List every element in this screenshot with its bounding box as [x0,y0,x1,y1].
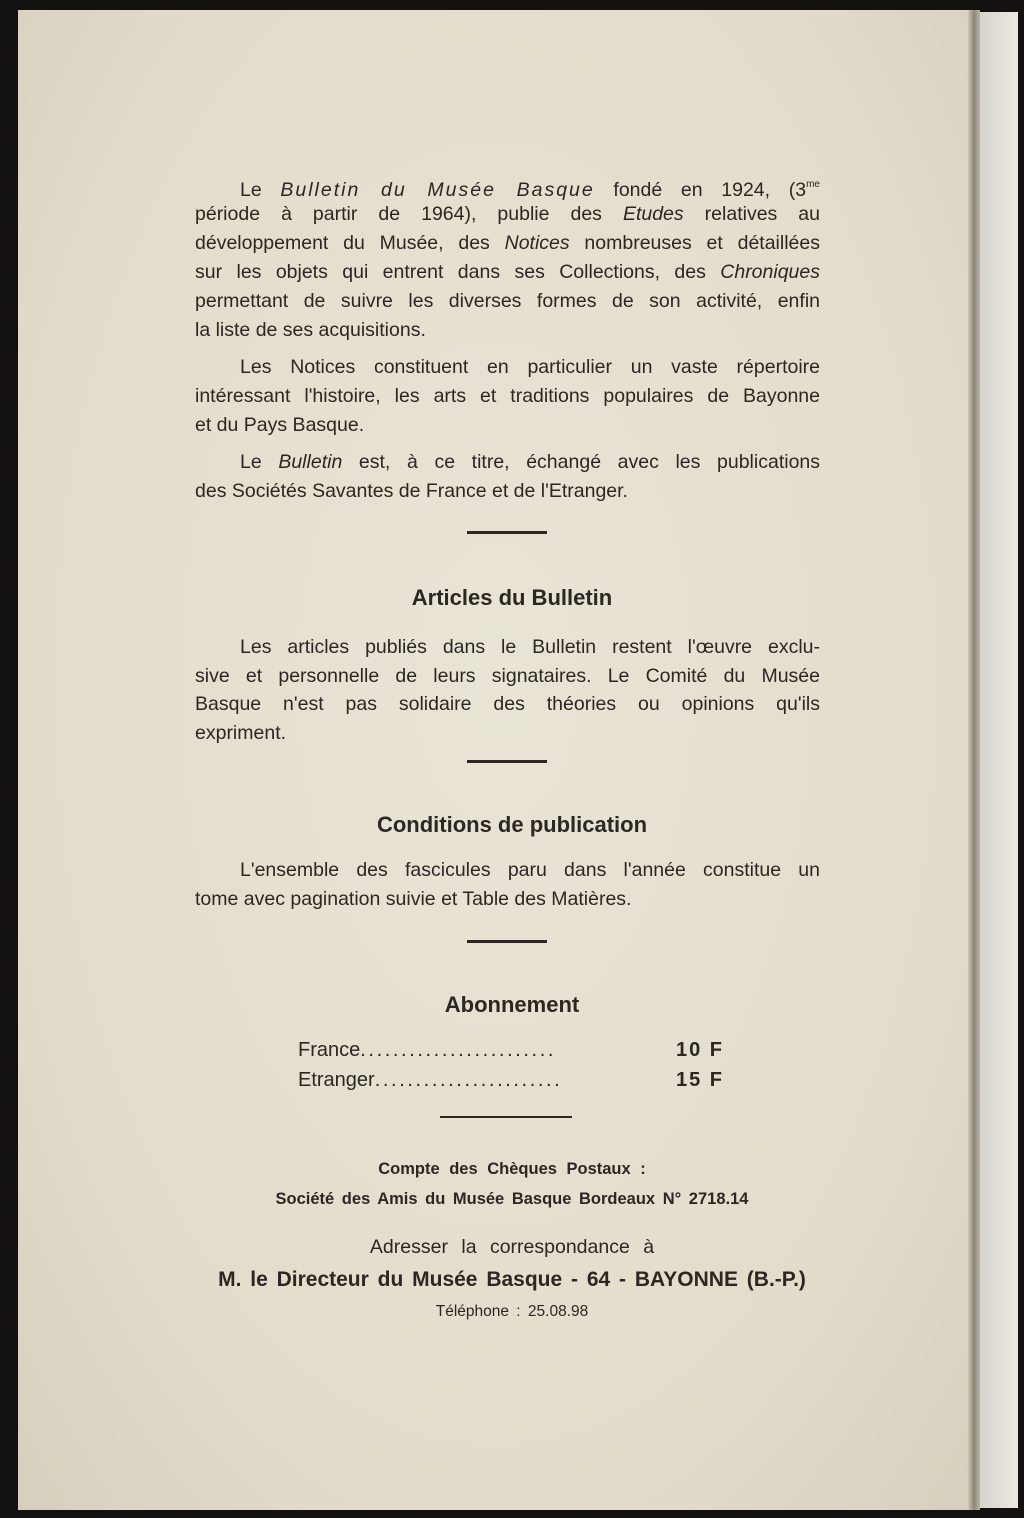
divider [467,940,547,943]
price-label: France [298,1039,361,1061]
intro-line: Les Notices constituent en particulier un vaste répertoire [240,356,820,378]
price-value: 10 F [676,1039,725,1061]
italic-title: Bulletin du Musée Basque [280,179,595,201]
italic-word: Notices [504,232,570,254]
text: Le [240,179,281,201]
price-row-france [298,1039,556,1062]
price-label: Etranger [298,1069,375,1091]
intro-line: et du Pays Basque. [195,414,365,436]
conditions-line: tome avec pagination suivie et Table des Matières. [195,888,632,910]
articles-line: expriment. [195,722,287,744]
text: période à partir de 1964), publie des [195,203,623,225]
superscript: me [806,179,820,190]
address-intro: Adresser la correspondance à [369,1236,655,1258]
articles-line: Basque n'est pas solidaire des théories ou opinions qu'ils [195,693,820,715]
intro-line: intéressant l'histoire, les arts et traditions populaires de Bayonne [195,385,820,407]
leader-dots: ........................ [360,1039,557,1061]
address: M. le Directeur du Musée Basque - 64 - BAYONNE (B.-P.) [218,1268,806,1291]
ccp-title: Compte des Chèques Postaux : [378,1160,646,1178]
divider [440,1116,572,1118]
intro-line [240,450,820,474]
italic-word: Chroniques [720,261,820,283]
section-heading-conditions: Conditions de publication [376,812,648,837]
intro-line [195,231,820,255]
italic-word: Bulletin [278,451,343,473]
section-heading-articles: Articles du Bulletin [411,585,613,610]
articles-line: sive et personnelle de leurs signataires. Le Comité du Musée [195,665,820,687]
articles-line: Les articles publiés dans le Bulletin restent l'œuvre exclu- [240,636,820,658]
italic-word: Etudes [622,203,684,225]
text: relatives au [683,203,820,225]
intro-line: la liste de ses acquisitions. [195,319,426,341]
price-value: 15 F [676,1069,725,1091]
leader-dots: ....................... [374,1069,563,1091]
text: fondé en 1924, (3 [594,179,807,201]
conditions-line: L'ensemble des fascicules paru dans l'année constitue un [240,859,820,881]
section-heading-abonnement: Abonnement [444,992,580,1017]
text: développement du Musée, des [195,232,505,254]
text: nombreuses et détaillées [569,232,820,254]
text: sur les objets qui entrent dans ses Collections, des [195,261,721,283]
text: Le [240,451,279,473]
divider [467,760,547,763]
phone: Téléphone : 25.08.98 [435,1303,589,1320]
text: est, à ce titre, échangé avec les publications [342,451,821,473]
intro-line: des Sociétés Savantes de France et de l'Etranger. [195,480,628,502]
price-row-etranger [298,1069,562,1092]
ccp-account: Société des Amis du Musée Basque Bordeaux N° 2718.14 [275,1190,749,1208]
intro-line: permettant de suivre les diverses formes de son activité, enfin [195,290,820,312]
intro-line [195,202,820,226]
divider [467,531,547,534]
intro-line [240,173,820,202]
intro-line [195,260,820,284]
